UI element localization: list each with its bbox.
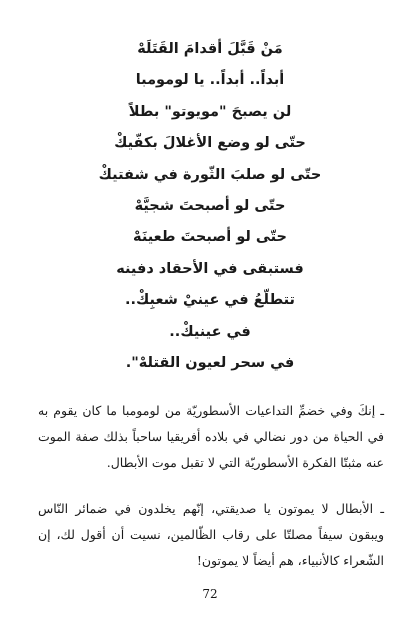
poem-line: حتّى لو صلبَ الثّورة في شفتيكْ [98, 166, 322, 183]
page-number: 72 [202, 587, 218, 601]
poem-line: حتّى لو أصبحتَ طعينَهْ [133, 229, 287, 246]
poem-stanza [40, 34, 380, 379]
poem-line: مَنْ قَبَّلَ أقدامَ القَتَلَهْ [137, 41, 283, 57]
prose-paragraph-2 [38, 496, 384, 574]
poem-line: تتطلّعُ في عينيْ شعبِكْ.. [125, 292, 295, 309]
poem-line: لن يصبحَ "مويوتو" بطلاً [128, 103, 292, 120]
poem-line: حتّى لو وضع الأغلالَ بكفّيكْ [114, 135, 306, 152]
poem-line: في عينيكْ.. [169, 323, 251, 340]
prose-paragraph-1 [38, 398, 384, 476]
poem-line: حتّى لو أصبحتَ شجيَّهْ [134, 197, 286, 214]
paragraph-text: ـ الأبطال لا يموتون يا صديقتي، إنّهم يخلدون في ضمائر النّاس ويبقون سيفاً مصلتّا على رقاب الظّالمين، نسيت أن أقول لك، إن الشّعراء كالأنبياء، هم أيضاً لا يموتون! [38, 501, 384, 568]
paragraph-text: ـ إنكَ وفي خضمِّ التداعيات الأسطوريّة من لومومبا ما كان يقوم به في الحياة من دور نضالي في بلاده أفريقيا ساحباً بذلك صفة الموت عنه مثبتّا الفكرة الأسطوريّة التي لا تقبل موت الأبطال. [38, 403, 384, 470]
poem-line: فستبقى في الأحقاد دفينه [116, 260, 304, 277]
poem-line: في سحر لعيون القتلهْ". [125, 354, 295, 371]
poem-line: أبداً.. أبداً.. يا لومومبا [135, 72, 285, 89]
